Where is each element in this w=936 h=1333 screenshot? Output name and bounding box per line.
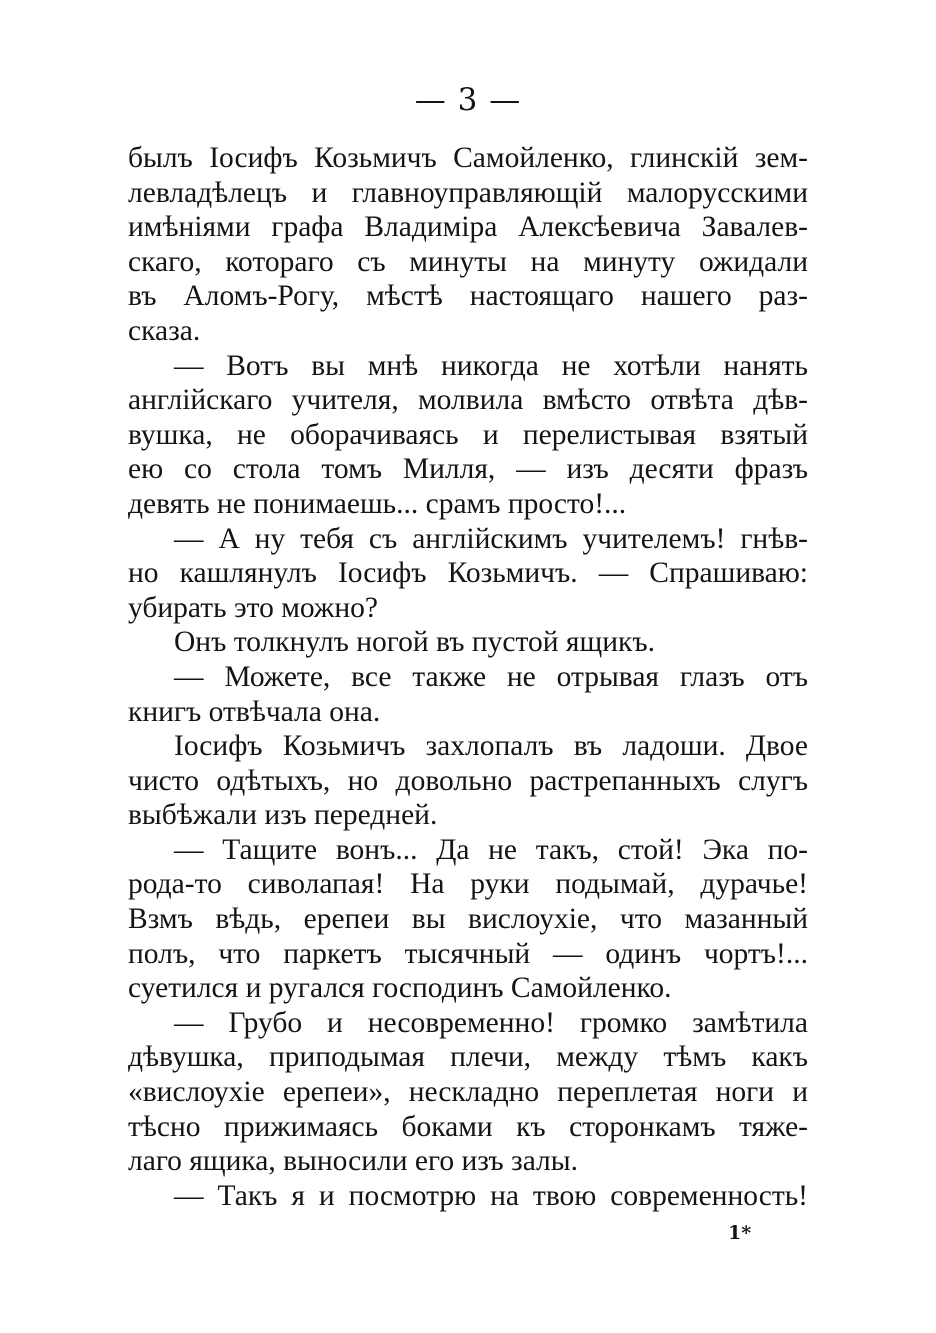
text-line: англійскаго учителя, молвила вмѣсто отвѣта дѣв- (128, 384, 808, 417)
text-line: Взмъ вѣдь, ерепеи вы вислоухіе, что мазанный (128, 903, 808, 936)
text-line: скаго, котораго съ минуты на минуту ожидали (128, 245, 808, 278)
text-line: — А ну тебя съ англійскимъ учителемъ! гнѣв- (174, 522, 808, 555)
body-text (128, 141, 808, 1213)
text-line: левладѣлецъ и главноуправляющій малорусскими (128, 176, 808, 209)
text-line: девять не понимаешь... срамъ просто!... (128, 487, 627, 520)
text-line: въ Аломъ-Рогу, мѣстѣ настоящаго нашего раз- (128, 280, 808, 313)
page-number: — 3 — (414, 82, 522, 118)
text-line: — Тащите вонъ... Да не такъ, стой! Эка по- (174, 833, 808, 866)
text-line: дѣвушка, приподымая плечи, между тѣмъ какъ (128, 1041, 808, 1074)
text-line: ею со стола томъ Милля, — изъ десяти фразъ (128, 453, 808, 486)
text-line: выбѣжали изъ передней. (128, 799, 438, 832)
text-line: чисто одѣтыхъ, но довольно растрепанныхъ слугъ (128, 764, 808, 797)
text-line: убирать это можно? (128, 591, 378, 624)
text-line: — Такъ я и посмотрю на твою современность! (174, 1179, 808, 1212)
text-line: «вислоухіе ерепеи», нескладно переплетая ноги и (128, 1076, 808, 1109)
text-line: Іосифъ Козьмичъ захлопалъ въ ладоши. Двое (174, 730, 808, 763)
text-line: сказа. (128, 314, 201, 347)
text-line: — Вотъ вы мнѣ никогда не хотѣли нанять (174, 349, 808, 382)
text-line: полъ, что паркетъ тысячный — одинъ чортъ!... (128, 937, 808, 970)
text-line: — Грубо и несовременно! громко замѣтила (174, 1006, 808, 1039)
text-line: вушка, не оборачиваясь и перелистывая взятый (128, 418, 808, 451)
text-line: книгъ отвѣчала она. (128, 695, 381, 728)
text-line: былъ Іосифъ Козьмичъ Самойленко, глинскій зем- (128, 142, 808, 174)
text-line: лаго ящика, выносили его изъ залы. (128, 1145, 578, 1178)
signature-mark: 1* (728, 1222, 752, 1244)
text-line: но кашлянулъ Іосифъ Козьмичъ. — Спрашиваю: (128, 557, 808, 590)
text-line: Онъ толкнулъ ногой въ пустой ящикъ. (174, 626, 655, 659)
text-line: — Можете, все также не отрывая глазъ отъ (174, 660, 808, 693)
text-line: тѣсно прижимаясь боками къ сторонкамъ тяже- (128, 1110, 808, 1143)
text-line: суетился и ругался господинъ Самойленко. (128, 972, 672, 1005)
text-line: имѣніями графа Владиміра Алексѣевича Завалев- (128, 211, 808, 244)
text-line: рода-то сиволапая! На руки подымай, дурачье! (128, 868, 808, 901)
